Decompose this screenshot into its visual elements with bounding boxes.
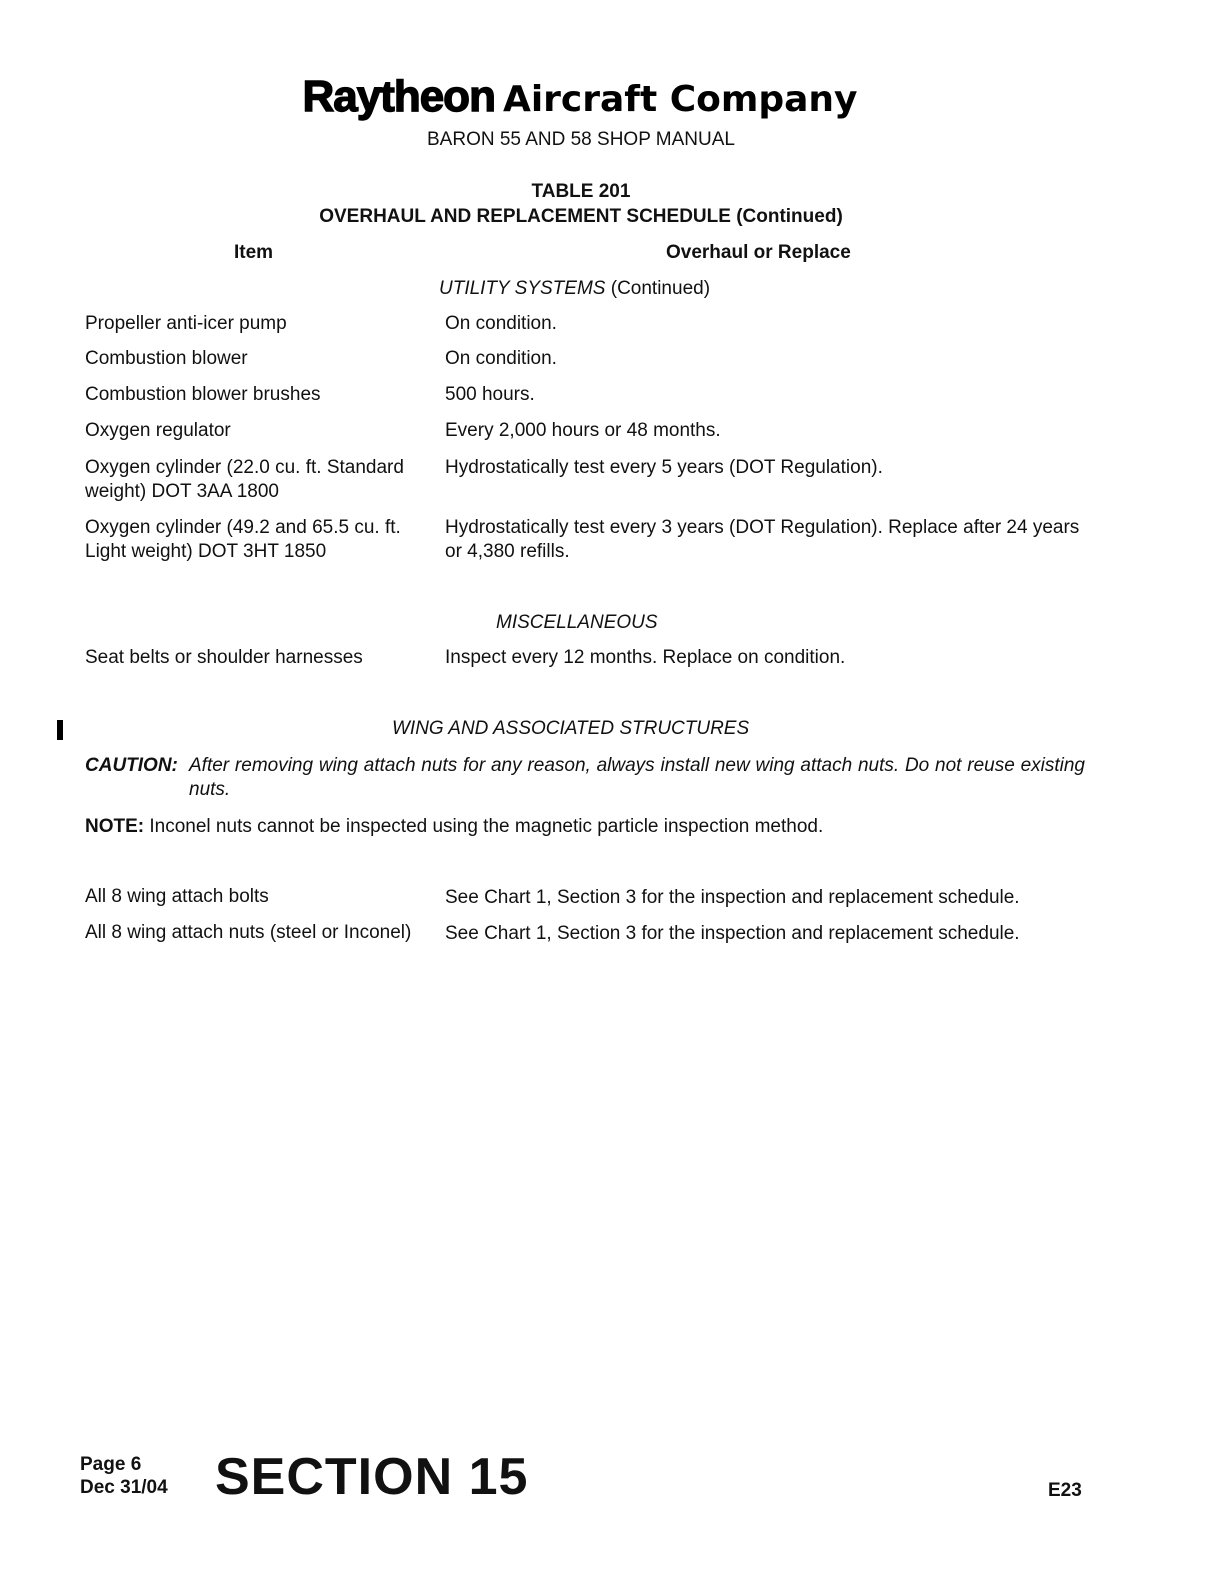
company-logo <box>0 72 1160 122</box>
manual-title: BARON 55 AND 58 SHOP MANUAL <box>427 129 735 150</box>
table-row-item: Combustion blower <box>85 348 248 369</box>
table-row-schedule: Hydrostatically test every 3 years (DOT Regulation). Replace after 24 years or 4,380 refills. <box>445 517 1080 562</box>
logo-brand-text: Raytheon <box>302 72 495 121</box>
section-heading-utility-text: UTILITY SYSTEMS <box>439 278 606 299</box>
table-row-schedule: See Chart 1, Section 3 for the inspection and replacement schedule. <box>445 923 1020 944</box>
section-heading-utility-suffix: (Continued) <box>610 278 711 299</box>
caution-block <box>85 754 1085 800</box>
table-row-schedule: Inspect every 12 months. Replace on condition. <box>445 647 846 668</box>
table-row-item: Oxygen regulator <box>85 420 231 441</box>
section-heading-utility <box>439 278 710 300</box>
section-heading-wing: WING AND ASSOCIATED STRUCTURES <box>392 718 750 739</box>
footer-page-info <box>80 1453 168 1499</box>
section-title: SECTION 15 <box>215 1448 529 1506</box>
table-number: TABLE 201 <box>531 181 631 202</box>
table-row-schedule: Hydrostatically test every 5 years (DOT Regulation). <box>445 457 883 478</box>
table-row-schedule: See Chart 1, Section 3 for the inspection and replacement schedule. <box>445 887 1020 908</box>
change-bar <box>57 720 63 740</box>
page-number: Page 6 <box>80 1454 142 1475</box>
table-row-schedule: On condition. <box>445 313 557 334</box>
table-row-item: Seat belts or shoulder harnesses <box>85 647 363 668</box>
revision-date: Dec 31/04 <box>80 1477 168 1498</box>
table-row-item: Combustion blower brushes <box>85 384 321 405</box>
caution-label: CAUTION: <box>85 755 178 776</box>
column-header-item: Item <box>234 242 274 263</box>
table-row-schedule: 500 hours. <box>445 384 535 405</box>
table-row-schedule: Every 2,000 hours or 48 months. <box>445 420 721 441</box>
section-heading-miscellaneous: MISCELLANEOUS <box>496 612 658 633</box>
document-code: E23 <box>1048 1480 1082 1501</box>
table-row-schedule: On condition. <box>445 348 557 369</box>
table-row-item: Oxygen cylinder (49.2 and 65.5 cu. ft. Light weight) DOT 3HT 1850 <box>85 517 401 562</box>
note-block <box>85 816 823 838</box>
table-row-item: All 8 wing attach nuts (steel or Inconel) <box>85 922 412 943</box>
note-text: Inconel nuts cannot be inspected using the magnetic particle inspection method. <box>149 816 824 837</box>
table-row-item: All 8 wing attach bolts <box>85 886 269 907</box>
logo-company-text: Aircraft Company <box>502 79 858 120</box>
table-row-item: Propeller anti-icer pump <box>85 313 287 334</box>
note-label: NOTE: <box>85 816 145 837</box>
caution-text: After removing wing attach nuts for any reason, always install new wing attach nuts. Do not reuse existing nuts. <box>189 755 1085 800</box>
table-row-item: Oxygen cylinder (22.0 cu. ft. Standard weight) DOT 3AA 1800 <box>85 457 404 502</box>
column-header-schedule: Overhaul or Replace <box>666 242 851 263</box>
table-title: OVERHAUL AND REPLACEMENT SCHEDULE (Continued) <box>319 206 843 227</box>
